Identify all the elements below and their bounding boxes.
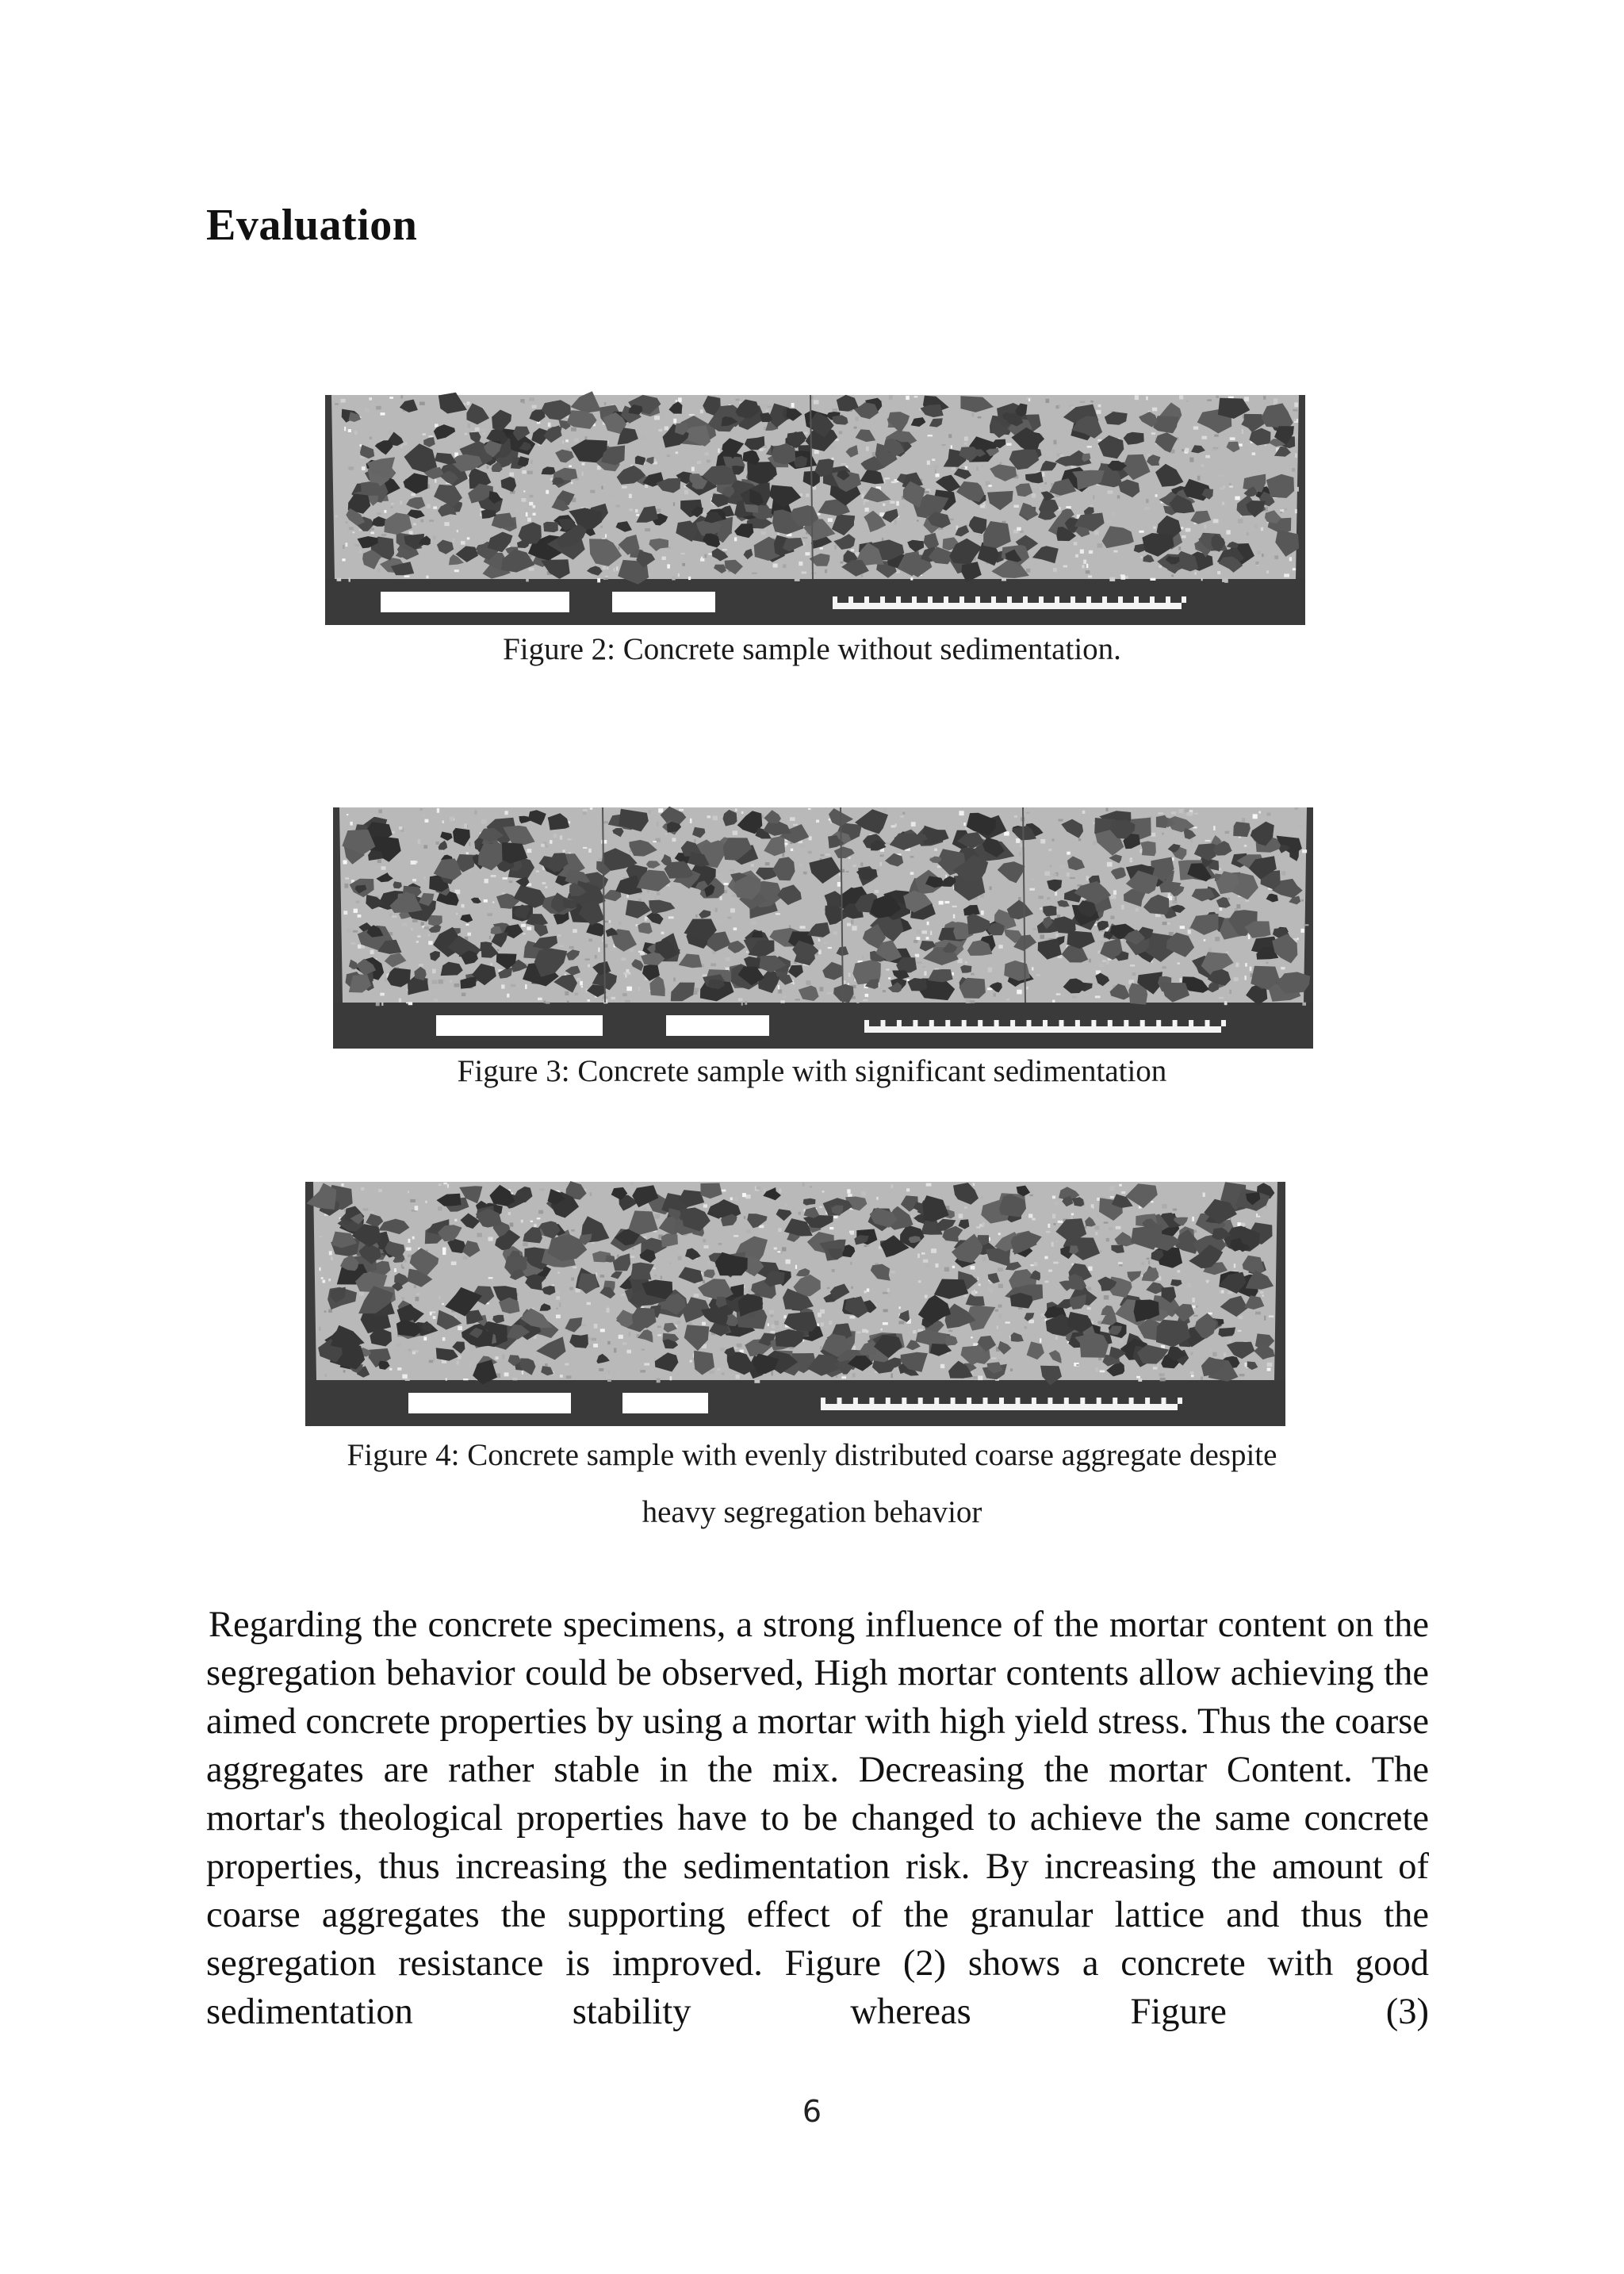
figure-4-image <box>305 1175 1285 1426</box>
caption-line: heavy segregation behavior <box>642 1495 982 1529</box>
body-paragraph: Regarding the concrete specimens, a strong influence of the mortar content on the segregation behavior could be observed, High mortar contents allow achieving the aimed concrete properties by using a mortar with high yield stress. Thus the coarse aggregates are rather stable in the mix. Decreasing the mortar Content. The mortar's theological properties have to be changed to achieve the same concrete properties, thus increasing the sedimentation risk. By increasing the amount of coarse aggregates the supporting effect of the granular lattice and thus the segregation resistance is improved. Figure (2) shows a concrete with good sedimentation stability whereas Figure (3) <box>206 1605 1429 2032</box>
section-heading: Evaluation <box>206 201 418 250</box>
figure-3-image <box>333 801 1313 1049</box>
caption-line: Figure 2: Concrete sample without sedimentation. <box>503 632 1121 666</box>
caption-line: Figure 3: Concrete sample with significant sedimentation <box>457 1054 1167 1088</box>
figure-3-caption <box>0 1049 1624 1095</box>
figure-4-caption <box>0 1432 1624 1536</box>
caption-line: Figure 4: Concrete sample with evenly distributed coarse aggregate despite <box>347 1438 1277 1472</box>
figure-2-image <box>325 389 1305 625</box>
page-number: 6 <box>802 2094 822 2129</box>
figure-2-caption <box>0 627 1624 673</box>
